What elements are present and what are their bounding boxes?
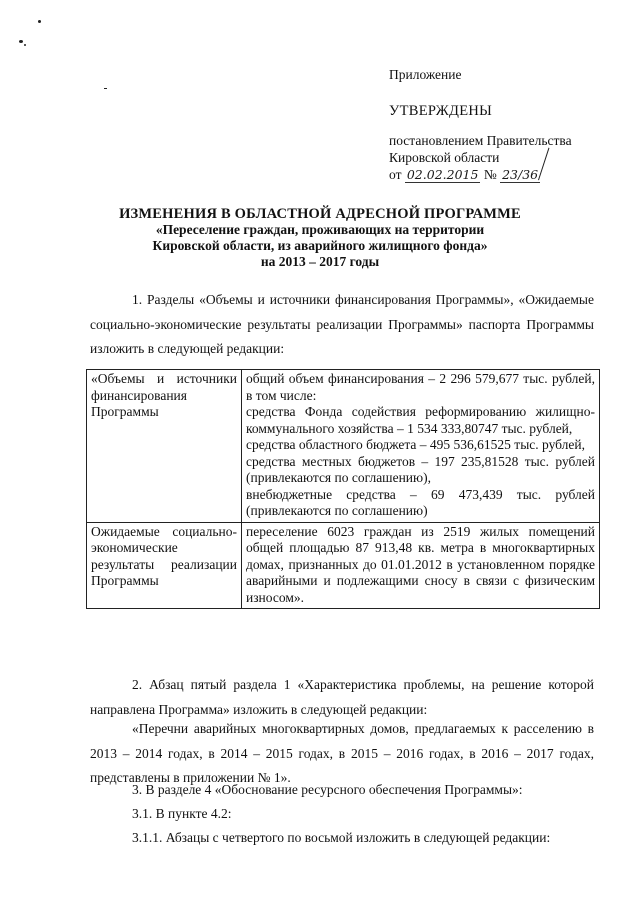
table-cell-value xyxy=(242,370,600,523)
approval-block xyxy=(389,66,619,183)
decree-region: Кировской области xyxy=(389,150,500,165)
table-cell-value xyxy=(242,522,600,609)
funding-fund: средства Фонда содействия реформированию жилищно-коммунального хозяйства – 1 534 333,80747 тыс. рублей, xyxy=(246,404,595,436)
paragraph-1 xyxy=(90,288,594,362)
funding-total: общий объем финансирования – 2 296 579,677 тыс. рублей, в том числе: xyxy=(246,371,595,403)
paragraph-5-text: 3.1. В пункте 4.2: xyxy=(132,806,232,821)
date-prefix: от xyxy=(389,167,402,182)
decree-date-number xyxy=(389,166,619,183)
paragraph-2 xyxy=(90,673,594,722)
table-row xyxy=(87,522,600,609)
paragraph-5 xyxy=(90,802,594,827)
decree-line: постановлением Правительства xyxy=(389,133,572,148)
paragraph-6-text: 3.1.1. Абзацы с четвертого по восьмой изложить в следующей редакции: xyxy=(132,830,551,845)
paragraph-2-text: 2. Абзац пятый раздела 1 «Характеристика проблемы, на решение которой направлена Программа» изложить в следующей редакции: xyxy=(90,677,594,717)
program-passport-table xyxy=(86,369,600,609)
paragraph-6 xyxy=(90,826,594,851)
table-cell-label: Ожидаемые социально-экономические результаты реализации Программы xyxy=(87,522,242,609)
scan-speck xyxy=(38,20,41,23)
table-row xyxy=(87,370,600,523)
handwritten-number: 23/36 xyxy=(502,167,539,182)
scan-speck xyxy=(19,40,23,43)
heading-years: на 2013 – 2017 годы xyxy=(260,254,380,269)
scan-speck xyxy=(24,44,26,46)
table-cell-label: «Объемы и источники финансирования Программы xyxy=(87,370,242,523)
paragraph-4-text: 3. В разделе 4 «Обоснование ресурсного обеспечения Программы»: xyxy=(132,782,523,797)
funding-extrabudgetary: внебюджетные средства – 69 473,439 тыс. рублей (привлекаются по соглашению) xyxy=(246,486,595,518)
funding-regional: средства областного бюджета – 495 536,61525 тыс. рублей, xyxy=(246,437,586,452)
heading-program-name-2: Кировской области, из аварийного жилищного фонда» xyxy=(152,238,488,253)
approved-label: УТВЕРЖДЕНЫ xyxy=(389,103,493,119)
funding-local: средства местных бюджетов – 197 235,81528 тыс. рублей (привлекаются по соглашению), xyxy=(246,453,595,485)
number-prefix: № xyxy=(483,167,497,182)
handwritten-date: 02.02.2015 xyxy=(406,167,479,182)
appendix-label: Приложение xyxy=(389,67,462,82)
heading-program-name-1: «Переселение граждан, проживающих на территории xyxy=(155,222,485,237)
paragraph-4 xyxy=(90,778,594,803)
heading-title: ИЗМЕНЕНИЯ В ОБЛАСТНОЙ АДРЕСНОЙ ПРОГРАММЕ xyxy=(119,206,521,222)
document-heading xyxy=(100,206,540,270)
paragraph-1-text: 1. Разделы «Объемы и источники финансирования Программы», «Ожидаемые социально-экономические результаты реализации Программы» паспорта Программы изложить в следующей редакции: xyxy=(90,292,594,356)
paragraph-3-text: «Перечни аварийных многоквартирных домов, предлагаемых к расселению в 2013 – 2014 годах, в 2014 – 2015 годах, в 2015 – 2016 годах, в 2016 – 2017 годах, представлены в приложении № 1». xyxy=(90,721,594,785)
expected-results: переселение 6023 граждан из 2519 жилых помещений общей площадью 87 913,48 кв. метра в многоквартирных домах, признанных до 01.01.2012 в установленном порядке аварийными и подлежащими сносу в связи с физическим износом». xyxy=(246,523,595,605)
scan-speck xyxy=(104,88,107,89)
